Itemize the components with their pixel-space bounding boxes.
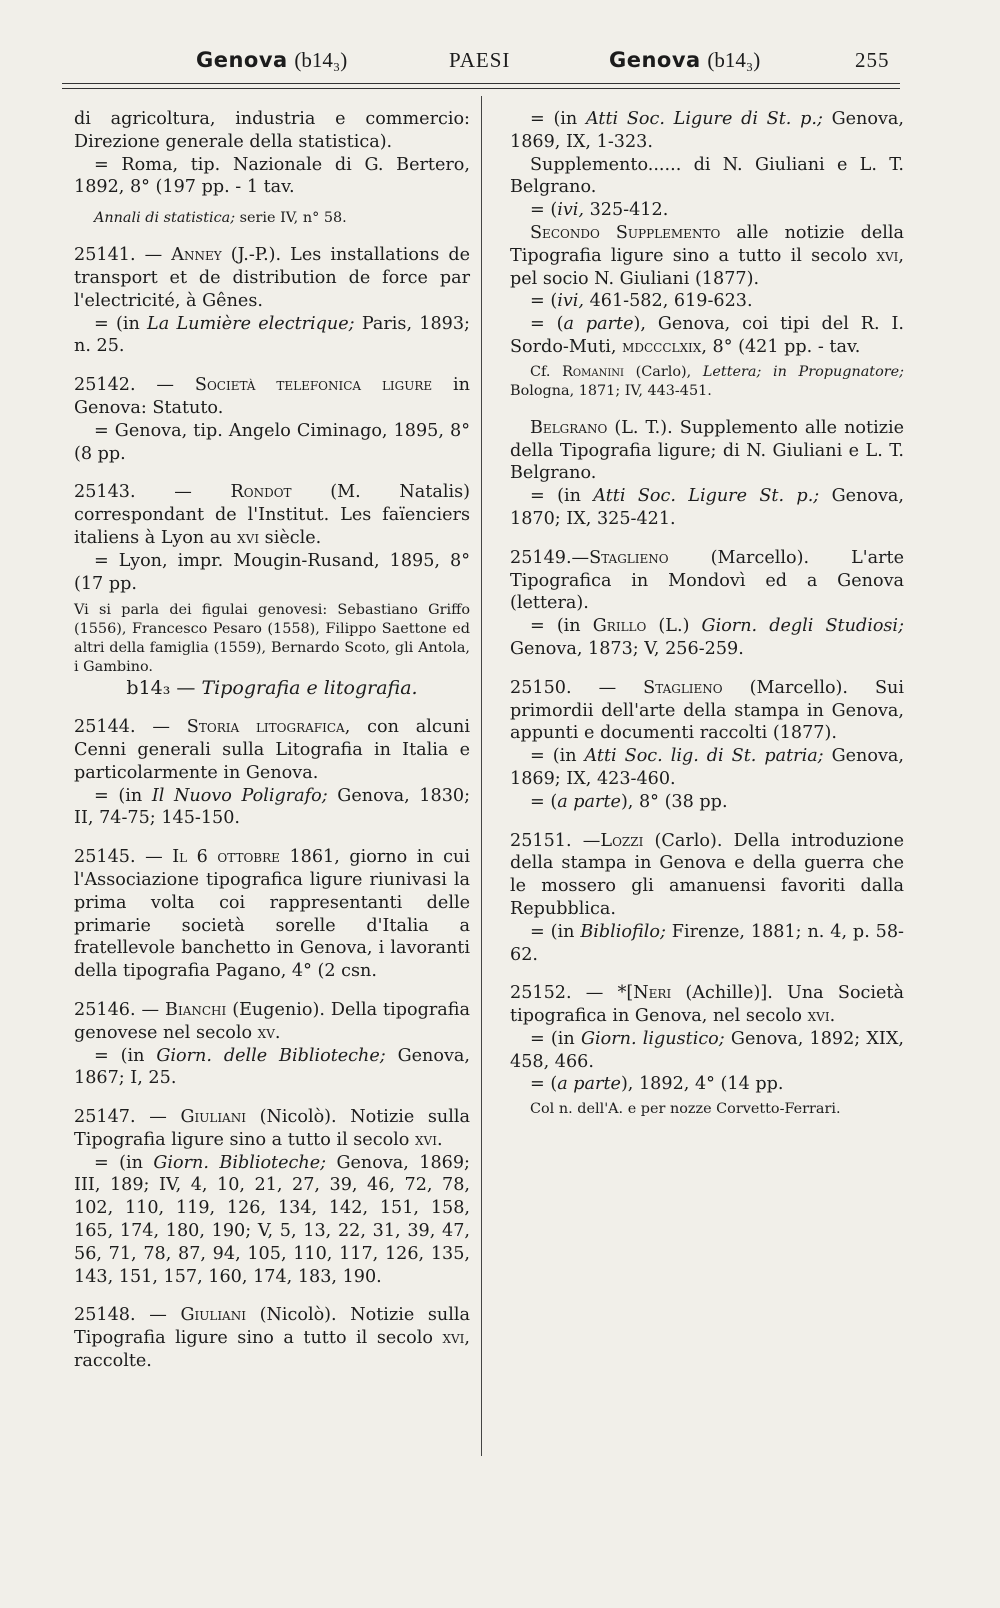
entry-25150: 25150. — Staglieno (Marcello). Sui primordii dell'arte della stampa in Genova, appunti e documenti raccolti (1877).	[510, 677, 905, 744]
right-column	[510, 108, 904, 1119]
entry-continuation: di agricoltura, industria e commercio: Direzione generale della statistica).	[74, 109, 470, 152]
imprint-25141: = (in La Lumière electrique; Paris, 1893; n. 25.	[74, 313, 470, 357]
imprint-25144: = (in Il Nuovo Poligrafo; Genova, 1830; II, 74-75; 145-150.	[74, 785, 471, 829]
running-head-center: PAESI	[449, 48, 511, 72]
imprint-25150: = (in Atti Soc. lig. di St. patria; Genova, 1869; IX, 423-460.	[510, 746, 904, 789]
entry-25147: 25147. — Giuliani (Nicolò). Notizie sulla Tipografia ligure sino a tutto il secolo xvi.	[74, 1107, 470, 1150]
entry-25141: 25141. — Anney (J.-P.). Les installations de transport et de distribution de force par l'electricité, à Gênes.	[74, 245, 470, 311]
imprint-belgrano: = (in Atti Soc. Ligure St. p.; Genova, 1870; IX, 325-421.	[510, 486, 904, 529]
imprint-25142: = Genova, tip. Angelo Ciminago, 1895, 8° (8 pp.	[74, 420, 470, 464]
entry-25142: 25142. — Società telefonica ligure in Genova: Statuto.	[74, 375, 470, 418]
running-head-right	[609, 48, 760, 82]
entry-25143: 25143. — Rondot (M. Natalis) correspondant de l'Institut. Les faïenciers italiens à Lyon au xvi siècle.	[74, 482, 470, 548]
imprint-25143: = Lyon, impr. Mougin-Rusand, 1895, 8° (17 pp.	[74, 550, 470, 594]
section-heading: b14₃ — Tipografia e litografia.	[126, 677, 418, 700]
entry-25148: 25148. — Giuliani (Nicolò). Notizie sulla Tipografia ligure sino a tutto il secolo xvi, raccolte.	[74, 1305, 470, 1372]
imprint-ivi-1: = (ivi, 325-412.	[530, 200, 669, 221]
imprint-25146: = (in Giorn. delle Biblioteche; Genova, 1867; I, 25.	[74, 1045, 470, 1089]
note-25143: Vi si parla dei figulai genovesi: Sebastiano Griffo (1556), Francesco Pesaro (1558), Filippo Saettone ed altri della famiglia (1559), Bernardo Scoto, gli Antola, i Gambino.	[74, 602, 470, 676]
entry-25145: 25145. — Il 6 ottobre 1861, giorno in cui l'Associazione tipografica ligure riunivasi la prima volta coi rappresentanti delle primarie società sorelle d'Italia a fratellevole banchetto in Genova, i lavoranti della tipografia Pagano, 4° (2 csn.	[74, 847, 470, 982]
entry-25144: 25144. — Storia litografica, con alcuni Cenni generali sulla Litografia in Italia e particolarmente in Genova.	[74, 717, 470, 783]
imprint-25151: = (in Bibliofilo; Firenze, 1881; n. 4, p. 58-62.	[510, 921, 905, 965]
imprint-ivi-2: = (ivi, 461-582, 619-623.	[530, 291, 753, 312]
imprint-continuation: = (in Atti Soc. Ligure di St. p.; Genova, 1869, IX, 1-323.	[510, 109, 904, 152]
supplement-line: Supplemento...... di N. Giuliani e L. T. Belgrano.	[510, 154, 904, 198]
head-right-place: Genova	[609, 48, 701, 72]
left-column	[74, 108, 470, 1373]
cf-note: Cf. Romanini (Carlo), Lettera; in Propugnatore; Bologna, 1871; IV, 443-451.	[510, 363, 904, 399]
imprint-25150-a-parte: = (a parte), 8° (38 pp.	[530, 791, 728, 812]
running-head-left	[196, 48, 347, 82]
header-rule-thin	[62, 88, 900, 89]
head-left-place: Genova	[196, 48, 288, 72]
head-left-code: (b14₃)	[294, 48, 348, 72]
column-divider	[481, 96, 482, 1456]
belgrano-supplement: Belgrano (L. T.). Supplemento alle notizie della Tipografia ligure; di N. Giuliani e L. T. Belgrano.	[510, 417, 904, 484]
imprint-25152-a-parte: = (a parte), 1892, 4° (14 pp.	[530, 1074, 784, 1095]
imprint-25147: = (in Giorn. Biblioteche; Genova, 1869; III, 189; IV, 4, 10, 21, 27, 39, 46, 72, 78, 102, 110, 119, 126, 134, 142, 151, 158, 165, 174, 180, 190; V, 5, 13, 22, 31, 39, 47, 56, 71, 78, 87, 94, 105, 110, 117, 126, 135, 143, 151, 157, 160, 174, 183, 190.	[74, 1152, 470, 1287]
head-right-code: (b14₃)	[707, 48, 761, 72]
imprint: = Roma, tip. Nazionale di G. Bertero, 1892, 8° (197 pp. - 1 tav.	[74, 154, 470, 198]
header-rule	[62, 83, 900, 84]
entry-25149: 25149.—Staglieno (Marcello). L'arte Tipografica in Mondovì ed a Genova (lettera).	[510, 547, 904, 614]
series-note: Annali di statistica; serie IV, n° 58.	[94, 210, 347, 227]
note-25152: Col n. dell'A. e per nozze Corvetto-Ferrari.	[530, 1101, 841, 1118]
imprint-25149: = (in Grillo (L.) Giorn. degli Studiosi; Genova, 1873; V, 256-259.	[510, 616, 904, 659]
entry-25151: 25151. —Lozzi (Carlo). Della introduzione della stampa in Genova e della guerra che le mossero gli amanuensi favoriti dalla Repubblica.	[510, 830, 905, 919]
imprint-a-parte: = (a parte), Genova, coi tipi del R. I. Sordo-Muti, mdccclxix, 8° (421 pp. - tav.	[510, 314, 905, 357]
second-supplement: Secondo Supplemento alle notizie della Tipografia ligure sino a tutto il secolo xvi, pel socio N. Giuliani (1877).	[510, 222, 904, 289]
imprint-25152: = (in Giorn. ligustico; Genova, 1892; XIX, 458, 466.	[510, 1028, 904, 1072]
entry-25146: 25146. — Bianchi (Eugenio). Della tipografia genovese nel secolo xv.	[74, 999, 470, 1043]
entry-25152: 25152. — *[Neri (Achille)]. Una Società tipografica in Genova, nel secolo xvi.	[510, 983, 904, 1027]
page-number: 255	[855, 48, 890, 72]
